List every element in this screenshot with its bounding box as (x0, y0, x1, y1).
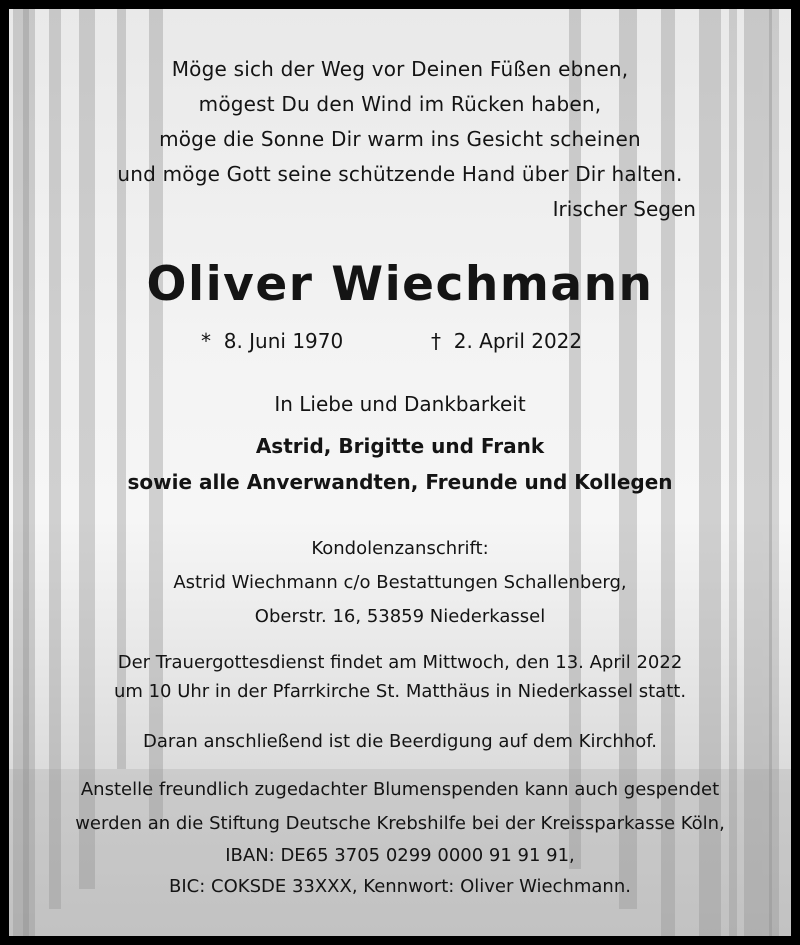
death-date-text: 2. April 2022 (453, 329, 583, 353)
service-line: Der Trauergottesdienst findet am Mittwoch, den 13. April 2022 (117, 652, 683, 673)
birth-date (201, 329, 343, 353)
verse-line: mögest Du den Wind im Rücken haben, (198, 92, 602, 116)
birth-date-text: 8. Juni 1970 (223, 329, 344, 353)
donation-bic: BIC: COKSDE 33XXX, Kennwort: Oliver Wiechmann. (169, 876, 631, 897)
donation-line: Anstelle freundlich zugedachter Blumenspenden kann auch gespendet (80, 779, 720, 800)
condolence-address-line: Astrid Wiechmann c/o Bestattungen Schallenberg, (173, 572, 627, 593)
obituary-frame (9, 9, 791, 936)
verse-line: und möge Gott seine schützende Hand über Dir halten. (117, 162, 683, 186)
verse-source: Irischer Segen (552, 197, 696, 221)
deceased-name: Oliver Wiechmann (146, 257, 654, 312)
donation-iban: IBAN: DE65 3705 0299 0000 91 91 91, (225, 845, 575, 866)
condolence-address-line: Oberstr. 16, 53859 Niederkassel (254, 606, 546, 627)
obituary-content (9, 9, 791, 936)
mourners-line: sowie alle Anverwandten, Freunde und Kollegen (127, 470, 673, 494)
dedication: In Liebe und Dankbarkeit (274, 392, 526, 416)
birth-symbol: * (201, 329, 211, 353)
verse-line: Möge sich der Weg vor Deinen Füßen ebnen, (171, 57, 629, 81)
burial-notice: Daran anschließend ist die Beerdigung auf dem Kirchhof. (143, 731, 657, 752)
verse-line: möge die Sonne Dir warm ins Gesicht scheinen (159, 127, 641, 151)
donation-line: werden an die Stiftung Deutsche Krebshilfe bei der Kreissparkasse Köln, (75, 813, 725, 834)
death-date (431, 329, 582, 353)
death-symbol: † (431, 329, 441, 353)
condolence-heading: Kondolenzanschrift: (311, 538, 489, 559)
mourners-line: Astrid, Brigitte und Frank (255, 434, 545, 458)
service-line: um 10 Uhr in der Pfarrkirche St. Matthäus in Niederkassel statt. (113, 681, 687, 702)
